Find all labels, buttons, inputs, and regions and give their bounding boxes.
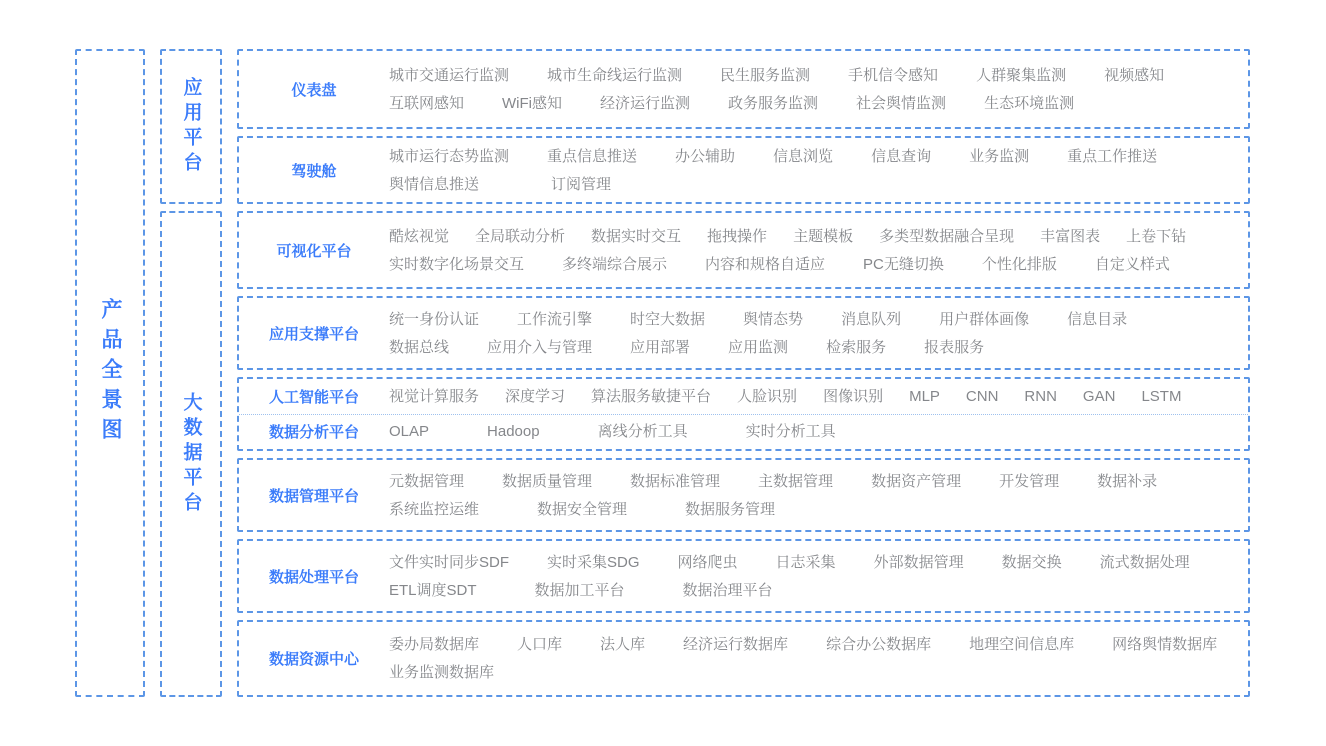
row-lines xyxy=(389,65,1248,114)
feature-item: 实时数字化场景交互 xyxy=(389,255,525,273)
feature-item: 人口库 xyxy=(517,636,563,653)
section-label-box xyxy=(160,211,222,697)
feature-item: 城市运行态势监测 xyxy=(389,147,510,165)
feature-item: 数据交换 xyxy=(1001,553,1062,571)
feature-item: 数据补录 xyxy=(1097,472,1158,490)
feature-item: 多终端综合展示 xyxy=(562,255,668,273)
feature-item: 拖拽操作 xyxy=(707,227,768,245)
feature-item: 内容和规格自适应 xyxy=(705,255,826,273)
feature-item: 业务监测数据库 xyxy=(389,664,495,681)
feature-item: 主题模板 xyxy=(793,227,854,245)
feature-item: 数据总线 xyxy=(389,338,450,356)
feature-item: 舆情信息推送 xyxy=(389,175,480,193)
feature-item: 地理空间信息库 xyxy=(969,636,1075,653)
platform-row xyxy=(237,211,1250,289)
feature-item: 政务服务监测 xyxy=(728,94,819,112)
row-label: 应用支撑平台 xyxy=(268,325,359,343)
feature-item: 视频感知 xyxy=(1104,66,1165,84)
feature-item: PC无缝切换 xyxy=(863,255,944,273)
feature-item: 重点工作推送 xyxy=(1067,147,1158,165)
feature-item: 实时分析工具 xyxy=(745,423,836,441)
feature-item: 数据标准管理 xyxy=(630,472,721,490)
feature-item: 重点信息推送 xyxy=(547,147,638,165)
feature-item: 应用介入与管理 xyxy=(487,338,593,356)
feature-item: 开发管理 xyxy=(999,472,1060,490)
feature-line xyxy=(389,65,1236,86)
row-label: 仪表盘 xyxy=(291,81,337,99)
feature-item: 数据质量管理 xyxy=(502,472,593,490)
feature-item: 消息队列 xyxy=(841,310,902,328)
feature-item: 自定义样式 xyxy=(1094,255,1170,273)
feature-item: 时空大数据 xyxy=(630,310,706,328)
feature-item: 用户群体画像 xyxy=(939,310,1030,328)
feature-item: WiFi感知 xyxy=(502,94,563,112)
section-column xyxy=(160,49,222,697)
feature-line xyxy=(389,634,1236,655)
platform-row xyxy=(237,49,1250,129)
feature-item: 深度学习 xyxy=(505,387,566,405)
feature-item: 数据治理平台 xyxy=(682,581,773,599)
feature-item: 经济运行监测 xyxy=(600,94,691,112)
feature-item: 应用部署 xyxy=(630,338,691,356)
feature-item: 丰富图表 xyxy=(1040,227,1101,245)
row-label: 数据资源中心 xyxy=(268,651,359,668)
row-lines xyxy=(389,386,1248,407)
feature-item: 社会舆情监测 xyxy=(856,94,947,112)
row-label: 可视化平台 xyxy=(276,242,352,260)
feature-item: 算法服务敏捷平台 xyxy=(591,387,712,405)
feature-item: 数据服务管理 xyxy=(685,500,776,518)
feature-line xyxy=(389,471,1236,492)
feature-item: 法人库 xyxy=(600,636,646,653)
row-lines xyxy=(389,421,1248,442)
feature-item: 信息查询 xyxy=(871,147,932,165)
feature-item: 城市交通运行监测 xyxy=(389,66,510,84)
feature-item: 委办局数据库 xyxy=(389,636,480,653)
feature-item: 视觉计算服务 xyxy=(389,387,480,405)
row-label: 数据处理平台 xyxy=(268,568,359,586)
feature-item: 人群聚集监测 xyxy=(976,66,1067,84)
platform-row xyxy=(237,539,1250,613)
row-label: 数据分析平台 xyxy=(268,424,359,442)
feature-item: 生态环境监测 xyxy=(984,94,1075,112)
feature-item: LSTM xyxy=(1141,387,1182,405)
feature-item: 手机信令感知 xyxy=(848,66,939,84)
feature-line xyxy=(389,662,1236,683)
feature-item: 文件实时同步SDF xyxy=(389,553,510,571)
row-label: 驾驶舱 xyxy=(291,162,337,180)
section-label: 大数据平台 xyxy=(180,391,202,517)
feature-line xyxy=(389,386,1236,407)
feature-item: 多类型数据融合呈现 xyxy=(879,227,1015,245)
platform-sub-row xyxy=(239,379,1248,414)
feature-item: RNN xyxy=(1024,387,1057,405)
feature-line xyxy=(389,337,1236,358)
feature-item: 数据实时交互 xyxy=(591,227,682,245)
row-label: 人工智能平台 xyxy=(268,388,359,406)
feature-item: 检索服务 xyxy=(826,338,887,356)
feature-item: 数据安全管理 xyxy=(537,500,628,518)
feature-line xyxy=(389,580,1236,601)
feature-item: 网络舆情数据库 xyxy=(1112,636,1218,653)
section-label: 应用平台 xyxy=(180,76,202,177)
feature-item: 统一身份认证 xyxy=(389,310,480,328)
platform-row xyxy=(237,620,1250,697)
feature-item: 元数据管理 xyxy=(389,472,465,490)
feature-line xyxy=(389,421,1236,442)
platform-row xyxy=(237,296,1250,370)
feature-item: 流式数据处理 xyxy=(1099,553,1190,571)
root-label-box xyxy=(75,49,145,697)
feature-item: Hadoop xyxy=(487,423,540,441)
feature-item: OLAP xyxy=(389,423,430,441)
feature-item: 数据资产管理 xyxy=(871,472,962,490)
feature-item: 经济运行数据库 xyxy=(683,636,789,653)
row-label: 数据管理平台 xyxy=(268,487,359,505)
feature-line xyxy=(389,499,1236,520)
feature-item: 日志采集 xyxy=(775,553,836,571)
feature-item: 舆情态势 xyxy=(743,310,804,328)
feature-item: 系统监控运维 xyxy=(389,500,480,518)
feature-line xyxy=(389,254,1236,275)
feature-item: 综合办公数据库 xyxy=(826,636,932,653)
feature-item: 城市生命线运行监测 xyxy=(547,66,683,84)
root-label: 产品全景图 xyxy=(99,298,122,448)
feature-item: 酷炫视觉 xyxy=(389,227,450,245)
feature-item: 报表服务 xyxy=(924,338,985,356)
feature-item: ETL调度SDT xyxy=(389,581,477,599)
platform-sub-row xyxy=(239,414,1248,450)
feature-item: 离线分析工具 xyxy=(597,423,688,441)
feature-item: 订阅管理 xyxy=(551,175,612,193)
row-lines xyxy=(389,634,1248,683)
platform-row xyxy=(237,136,1250,204)
feature-item: 人脸识别 xyxy=(737,387,798,405)
platform-row-group xyxy=(237,377,1250,451)
feature-item: 办公辅助 xyxy=(675,147,736,165)
feature-item: 工作流引擎 xyxy=(517,310,593,328)
row-lines xyxy=(389,471,1248,520)
diagram-wrap xyxy=(75,49,1250,697)
rows-column xyxy=(237,49,1250,697)
feature-item: CNN xyxy=(965,387,999,405)
feature-item: 互联网感知 xyxy=(389,94,465,112)
feature-item: 信息目录 xyxy=(1067,310,1128,328)
feature-item: 外部数据管理 xyxy=(873,553,964,571)
feature-item: MLP xyxy=(909,387,940,405)
feature-item: 实时采集SDG xyxy=(547,553,640,571)
feature-line xyxy=(389,226,1236,247)
feature-item: 民生服务监测 xyxy=(720,66,811,84)
feature-item: 数据加工平台 xyxy=(534,581,625,599)
row-lines xyxy=(389,309,1248,358)
feature-item: GAN xyxy=(1082,387,1116,405)
section-label-box xyxy=(160,49,222,204)
row-lines xyxy=(389,226,1248,275)
row-lines xyxy=(389,146,1248,195)
feature-item: 应用监测 xyxy=(728,338,789,356)
feature-line xyxy=(389,146,1236,167)
feature-item: 主数据管理 xyxy=(758,472,834,490)
feature-line xyxy=(389,93,1236,114)
feature-line xyxy=(389,552,1236,573)
feature-item: 个性化排版 xyxy=(981,255,1057,273)
feature-line xyxy=(389,174,1236,195)
feature-item: 全局联动分析 xyxy=(475,227,566,245)
feature-item: 业务监测 xyxy=(969,147,1030,165)
feature-item: 信息浏览 xyxy=(773,147,834,165)
feature-item: 网络爬虫 xyxy=(677,553,738,571)
feature-line xyxy=(389,309,1236,330)
feature-item: 图像识别 xyxy=(823,387,884,405)
feature-item: 上卷下钻 xyxy=(1126,227,1187,245)
platform-row xyxy=(237,458,1250,532)
row-lines xyxy=(389,552,1248,601)
